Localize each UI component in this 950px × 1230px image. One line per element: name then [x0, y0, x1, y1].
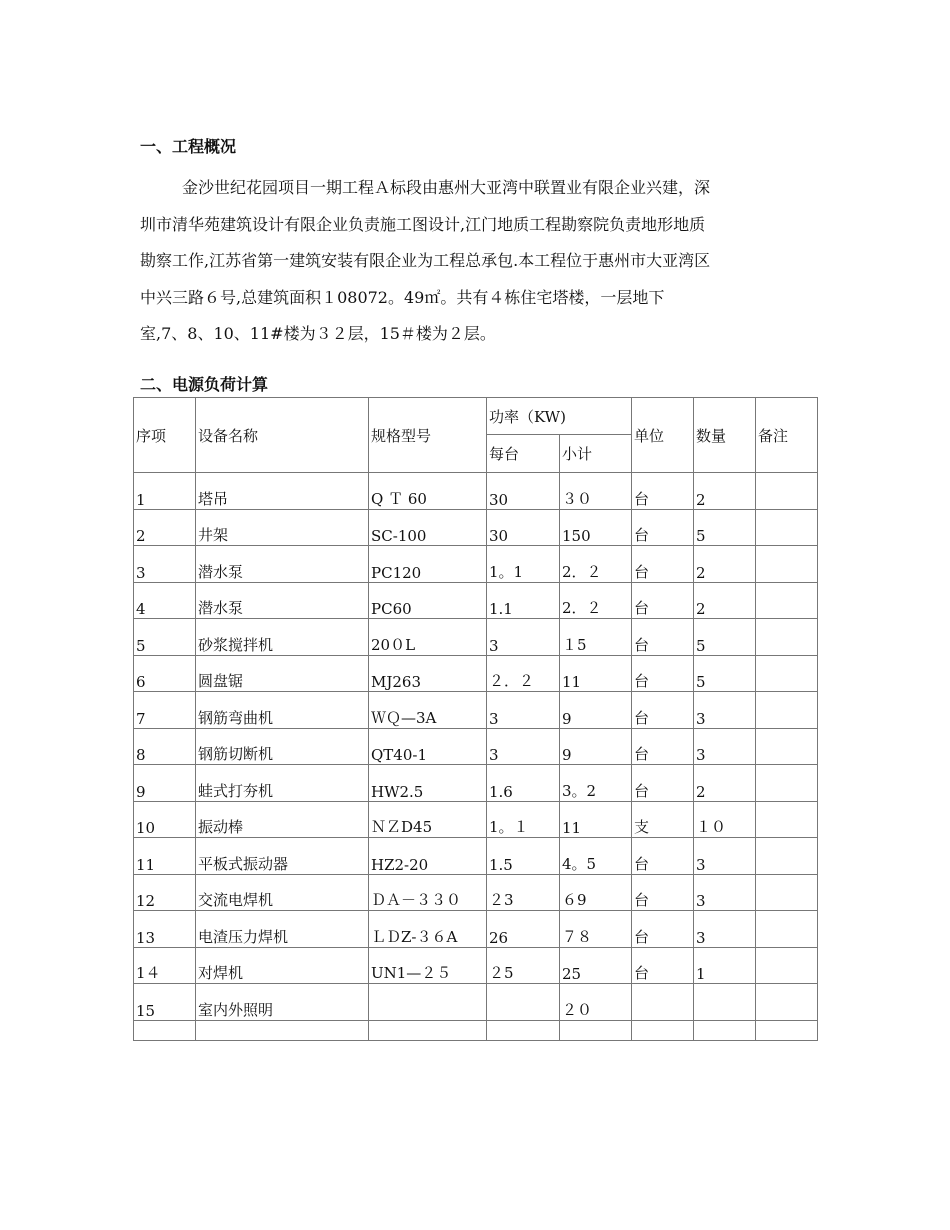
header-power: 功率（KW)	[487, 398, 632, 435]
cell-note	[756, 509, 818, 546]
cell-model: HZ2-20	[369, 838, 487, 875]
cell-index: 1４	[134, 947, 196, 984]
cell-unit: 台	[632, 655, 694, 692]
cell-name: 钢筋弯曲机	[196, 692, 369, 729]
cell-note	[756, 947, 818, 984]
cell-model: SC-100	[369, 509, 487, 546]
cell-qty	[694, 984, 756, 1021]
cell-unit: 台	[632, 947, 694, 984]
table-row-empty	[134, 1020, 818, 1040]
cell-unit: 台	[632, 838, 694, 875]
cell-each: 30	[487, 473, 560, 510]
cell-model: ＮＺD45	[369, 801, 487, 838]
cell-index: 8	[134, 728, 196, 765]
cell-index: 9	[134, 765, 196, 802]
cell-qty: 3	[694, 874, 756, 911]
cell-subtotal: 150	[560, 509, 632, 546]
cell-subtotal: 2．２	[560, 546, 632, 583]
header-quantity: 数量	[694, 398, 756, 473]
cell-index: 4	[134, 582, 196, 619]
cell-unit: 台	[632, 728, 694, 765]
cell-subtotal: 9	[560, 728, 632, 765]
table-row	[134, 874, 818, 911]
section-heading-load: 二、电源负荷计算	[140, 375, 269, 394]
cell-empty	[560, 1020, 632, 1040]
cell-name: 潜水泵	[196, 546, 369, 583]
cell-index: 13	[134, 911, 196, 948]
cell-each: 1.1	[487, 582, 560, 619]
cell-subtotal: 4。5	[560, 838, 632, 875]
cell-subtotal: 11	[560, 655, 632, 692]
paragraph-line: 室,7、8、10、11#楼为３２层，15＃楼为２层。	[140, 324, 496, 343]
cell-qty: 3	[694, 728, 756, 765]
cell-index: 1	[134, 473, 196, 510]
cell-qty: 3	[694, 838, 756, 875]
cell-qty: 3	[694, 911, 756, 948]
overview-paragraph	[140, 170, 810, 353]
paragraph-line: 圳市清华苑建筑设计有限企业负责施工图设计,江门地质工程勘察院负责地形地质	[140, 214, 706, 234]
cell-unit: 台	[632, 874, 694, 911]
cell-qty: 5	[694, 509, 756, 546]
cell-model: PC60	[369, 582, 487, 619]
cell-empty	[196, 1020, 369, 1040]
header-note: 备注	[756, 398, 818, 473]
header-index: 序项	[134, 398, 196, 473]
table-row	[134, 838, 818, 875]
cell-empty	[694, 1020, 756, 1040]
cell-each: ２．２	[487, 655, 560, 692]
paragraph-line: 中兴三路６号,总建筑面积１08072。49㎡。共有４栋住宅塔楼，一层地下	[140, 287, 665, 307]
table-row	[134, 765, 818, 802]
cell-model: ＷＱ—3A	[369, 692, 487, 729]
cell-subtotal: 2．２	[560, 582, 632, 619]
table-row	[134, 509, 818, 546]
cell-subtotal: ３０	[560, 473, 632, 510]
cell-note	[756, 874, 818, 911]
cell-qty: 5	[694, 655, 756, 692]
cell-subtotal: 9	[560, 692, 632, 729]
power-load-table	[133, 397, 818, 1041]
cell-note	[756, 728, 818, 765]
cell-qty: １０	[694, 801, 756, 838]
table-body	[134, 473, 818, 1041]
cell-name: 振动棒	[196, 801, 369, 838]
table-row	[134, 473, 818, 510]
table-header-row	[134, 398, 818, 435]
cell-each: ２3	[487, 874, 560, 911]
cell-each: 26	[487, 911, 560, 948]
cell-empty	[756, 1020, 818, 1040]
cell-unit: 台	[632, 619, 694, 656]
cell-qty: 5	[694, 619, 756, 656]
cell-subtotal: ２０	[560, 984, 632, 1021]
cell-index: 2	[134, 509, 196, 546]
header-power-each: 每台	[487, 435, 560, 473]
cell-model	[369, 984, 487, 1021]
cell-subtotal: １5	[560, 619, 632, 656]
section-heading-overview: 一、工程概况	[140, 137, 237, 156]
table-row	[134, 582, 818, 619]
cell-note	[756, 692, 818, 729]
cell-index: 5	[134, 619, 196, 656]
cell-name: 室内外照明	[196, 984, 369, 1021]
cell-note	[756, 546, 818, 583]
table-row	[134, 546, 818, 583]
cell-note	[756, 984, 818, 1021]
cell-name: 砂浆搅拌机	[196, 619, 369, 656]
cell-model: UN1—２５	[369, 947, 487, 984]
cell-name: 塔吊	[196, 473, 369, 510]
cell-each: 1。１	[487, 801, 560, 838]
cell-each: 1。1	[487, 546, 560, 583]
table-row	[134, 801, 818, 838]
cell-unit: 台	[632, 546, 694, 583]
cell-model: QT40-1	[369, 728, 487, 765]
cell-note	[756, 838, 818, 875]
cell-subtotal: ６9	[560, 874, 632, 911]
cell-name: 蛙式打夯机	[196, 765, 369, 802]
header-model: 规格型号	[369, 398, 487, 473]
cell-index: 11	[134, 838, 196, 875]
table-row	[134, 911, 818, 948]
cell-unit: 台	[632, 765, 694, 802]
cell-qty: 2	[694, 765, 756, 802]
cell-qty: 2	[694, 546, 756, 583]
cell-index: 6	[134, 655, 196, 692]
cell-name: 潜水泵	[196, 582, 369, 619]
cell-subtotal: 25	[560, 947, 632, 984]
table-row	[134, 728, 818, 765]
cell-each: ２5	[487, 947, 560, 984]
cell-model: PC120	[369, 546, 487, 583]
cell-each: 3	[487, 692, 560, 729]
header-unit: 单位	[632, 398, 694, 473]
cell-index: 15	[134, 984, 196, 1021]
cell-subtotal: 11	[560, 801, 632, 838]
cell-note	[756, 655, 818, 692]
cell-note	[756, 911, 818, 948]
cell-qty: 1	[694, 947, 756, 984]
cell-empty	[632, 1020, 694, 1040]
cell-index: 7	[134, 692, 196, 729]
cell-unit: 台	[632, 509, 694, 546]
cell-note	[756, 473, 818, 510]
cell-unit: 台	[632, 473, 694, 510]
paragraph-line: 勘察工作,江苏省第一建筑安装有限企业为工程总承包.本工程位于惠州市大亚湾区	[140, 251, 711, 270]
cell-subtotal: 3。2	[560, 765, 632, 802]
cell-model: 20０L	[369, 619, 487, 656]
cell-model: MJ263	[369, 655, 487, 692]
cell-unit: 支	[632, 801, 694, 838]
table-row	[134, 947, 818, 984]
cell-each: 30	[487, 509, 560, 546]
cell-qty: 2	[694, 582, 756, 619]
cell-index: 12	[134, 874, 196, 911]
cell-note	[756, 619, 818, 656]
cell-index: 10	[134, 801, 196, 838]
table-row	[134, 984, 818, 1021]
cell-note	[756, 801, 818, 838]
cell-name: 平板式振动器	[196, 838, 369, 875]
cell-qty: 3	[694, 692, 756, 729]
paragraph-line: 金沙世纪花园项目一期工程Ａ标段由惠州大亚湾中联置业有限企业兴建，深	[182, 178, 711, 197]
cell-each	[487, 984, 560, 1021]
cell-qty: 2	[694, 473, 756, 510]
cell-model: HW2.5	[369, 765, 487, 802]
cell-name: 交流电焊机	[196, 874, 369, 911]
cell-each: 1.5	[487, 838, 560, 875]
table-row	[134, 692, 818, 729]
cell-model: ＤＡ－３３０	[369, 874, 487, 911]
cell-each: 3	[487, 728, 560, 765]
header-power-subtotal: 小计	[560, 435, 632, 473]
cell-model: Q Ｔ 60	[369, 473, 487, 510]
cell-empty	[487, 1020, 560, 1040]
cell-each: 3	[487, 619, 560, 656]
cell-name: 圆盘锯	[196, 655, 369, 692]
cell-each: 1.6	[487, 765, 560, 802]
cell-subtotal: ７８	[560, 911, 632, 948]
cell-name: 对焊机	[196, 947, 369, 984]
cell-unit	[632, 984, 694, 1021]
cell-note	[756, 582, 818, 619]
cell-empty	[369, 1020, 487, 1040]
cell-empty	[134, 1020, 196, 1040]
cell-unit: 台	[632, 582, 694, 619]
table-row	[134, 619, 818, 656]
cell-model: ＬＤZ-３６A	[369, 911, 487, 948]
cell-name: 电渣压力焊机	[196, 911, 369, 948]
cell-unit: 台	[632, 692, 694, 729]
cell-unit: 台	[632, 911, 694, 948]
cell-name: 井架	[196, 509, 369, 546]
cell-name: 钢筋切断机	[196, 728, 369, 765]
table-row	[134, 655, 818, 692]
cell-note	[756, 765, 818, 802]
cell-index: 3	[134, 546, 196, 583]
header-equipment-name: 设备名称	[196, 398, 369, 473]
